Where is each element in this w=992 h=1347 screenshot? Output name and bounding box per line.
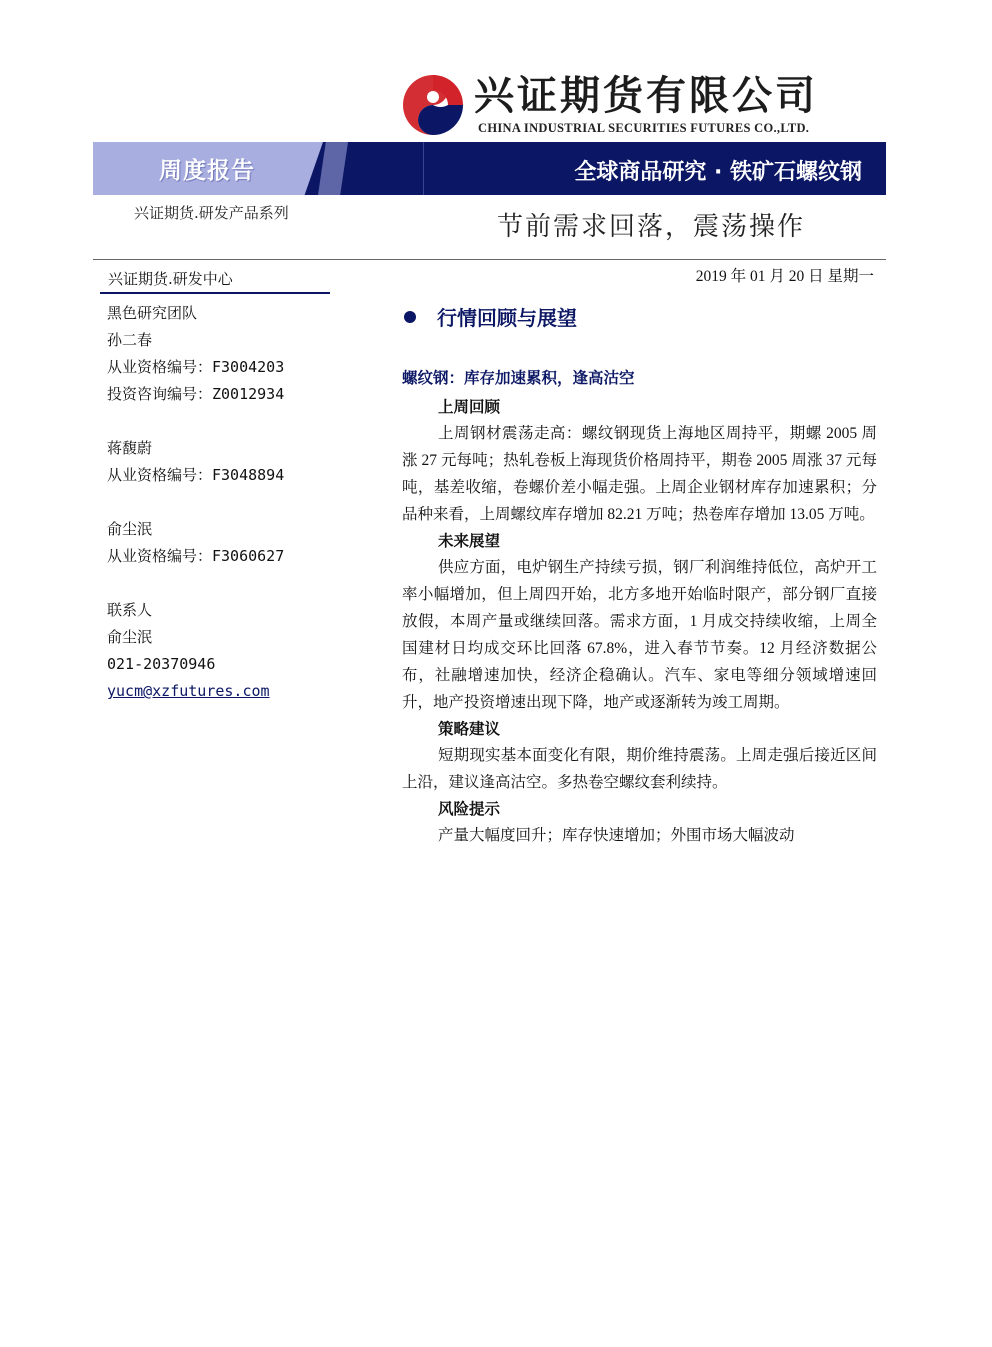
analyst-license: 从业资格编号：F3004203 bbox=[107, 358, 285, 376]
block-paragraph: 产量大幅度回升；库存快速增加；外围市场大幅波动 bbox=[438, 827, 795, 844]
report-banner bbox=[93, 142, 886, 195]
header-divider bbox=[93, 259, 886, 260]
sidebar-divider bbox=[100, 292, 330, 294]
block-paragraph: 上周钢材震荡走高：螺纹钢现货上海地区周持平，期螺 2005 周涨 27 元每吨；热轧卷板上海现货价格周持平，期卷 2005 周涨 37 元每吨，基差收缩，卷螺价差小幅走强。上周企业钢材库存加速累积；分品种来看，上周螺纹库存增加 82.21 万吨；热卷库存增加 13.05 万吨。 bbox=[402, 425, 877, 523]
product-series: 兴证期货.研发产品系列 bbox=[134, 204, 289, 222]
block-label: 未来展望 bbox=[438, 532, 501, 550]
banner-stripe bbox=[318, 142, 348, 195]
analyst-license: 从业资格编号：F3060627 bbox=[107, 547, 285, 565]
block-label: 上周回顾 bbox=[438, 398, 501, 416]
report-category: 全球商品研究 · 铁矿石螺纹钢 bbox=[574, 160, 862, 185]
author-sidebar bbox=[100, 268, 330, 705]
contact-email-link[interactable]: yucm@xzfutures.com bbox=[107, 682, 270, 700]
company-name-cn: 兴证期货有限公司 bbox=[474, 73, 818, 119]
block-label: 风险提示 bbox=[438, 800, 501, 818]
main-content bbox=[402, 302, 877, 849]
report-date: 2019 年 01 月 20 日 星期一 bbox=[695, 268, 874, 285]
research-center: 兴证期货.研发中心 bbox=[108, 270, 233, 288]
company-logo-icon bbox=[402, 74, 464, 136]
analyst-license: 投资咨询编号：Z0012934 bbox=[107, 385, 285, 403]
contact-phone: 021-20370946 bbox=[107, 655, 216, 673]
analyst-license: 从业资格编号：F3048894 bbox=[107, 466, 285, 484]
bullet-icon bbox=[404, 311, 416, 323]
block-paragraph: 短期现实基本面变化有限，期价维持震荡。上周走强后接近区间上沿，建议逢高沽空。多热卷空螺纹套利续持。 bbox=[402, 747, 877, 791]
report-type: 周度报告 bbox=[159, 158, 255, 184]
block-label: 策略建议 bbox=[438, 720, 501, 738]
analyst-name: 蒋馥蔚 bbox=[107, 439, 153, 457]
banner-divider bbox=[423, 142, 424, 195]
team-name: 黑色研究团队 bbox=[107, 304, 198, 322]
section-heading bbox=[402, 302, 877, 334]
sub-heading: 螺纹钢：库存加速累积，逢高沽空 bbox=[402, 369, 635, 387]
contact-name: 俞尘泯 bbox=[107, 628, 153, 646]
analyst-name: 孙二春 bbox=[107, 331, 153, 349]
block-paragraph: 供应方面，电炉钢生产持续亏损，钢厂利润维持低位，高炉开工率小幅增加，但上周四开始，北方多地开始临时限产，部分钢厂直接放假，本周产量或继续回落。需求方面，1 月成交持续收缩，上周全国建材日均成交环比回落 67.8%，进入春节节奏。12 月经济数据公布，社融增速加快，经济企稳确认。汽车、家电等细分领域增速回升，地产投资增速出现下降，地产或逐渐转为竣工周期。 bbox=[402, 559, 877, 711]
company-name-en: CHINA INDUSTRIAL SECURITIES FUTURES CO.,LTD. bbox=[478, 121, 810, 135]
section-title: 行情回顾与展望 bbox=[437, 306, 577, 330]
contact-label: 联系人 bbox=[107, 601, 153, 619]
report-headline: 节前需求回落，震荡操作 bbox=[497, 212, 806, 242]
analyst-name: 俞尘泯 bbox=[107, 520, 153, 538]
